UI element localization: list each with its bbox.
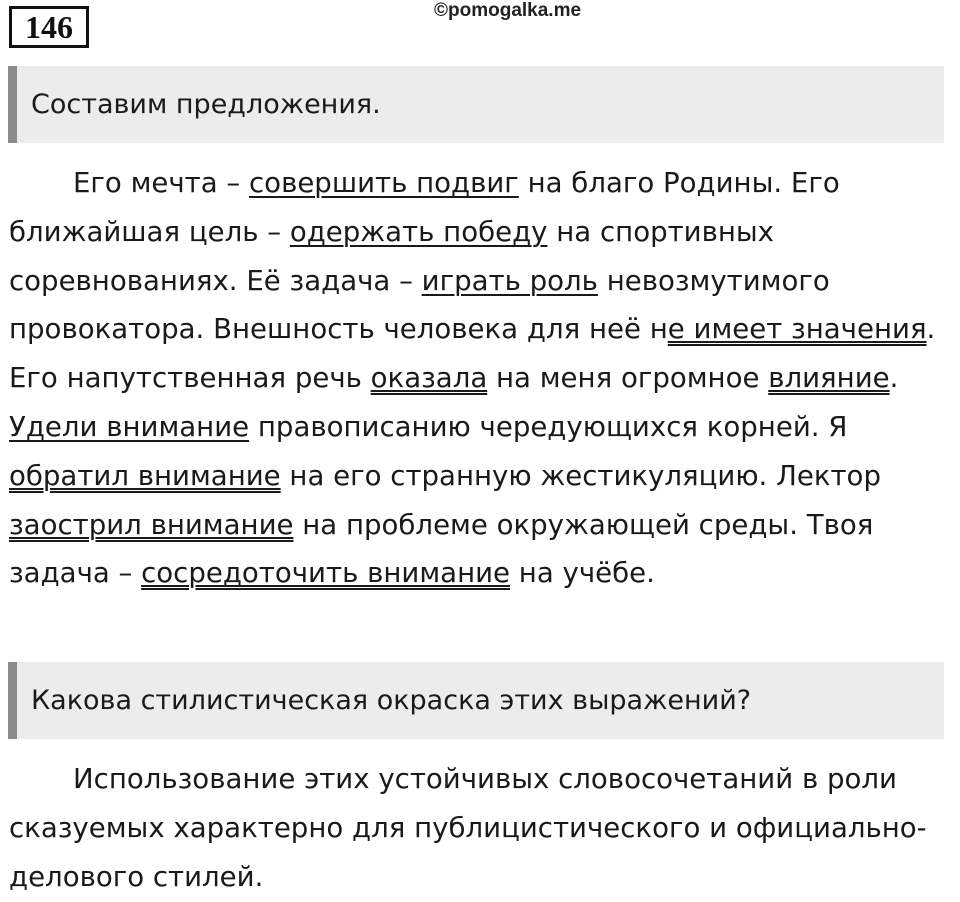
text-segment: на спортивных соревнованиях. Её задача –	[9, 214, 775, 297]
text-segment: правописанию чередующихся корней. Я	[249, 409, 848, 443]
text-segment: Его мечта –	[73, 166, 250, 199]
text-segment: на проблеме окружающей среды. Твоя задача –	[9, 507, 874, 590]
underlined-phrase: Удели внимание	[9, 409, 250, 443]
text-segment: на учёбе.	[510, 556, 655, 590]
exercise-number: 146	[9, 6, 89, 48]
answer-paragraph-1	[9, 159, 954, 598]
underlined-phrase: одержать победу	[289, 214, 548, 248]
double-underlined-phrase: обратил внимание	[9, 458, 281, 492]
watermark: ©pomogalka.me	[434, 0, 582, 21]
text-segment: . Его напутственная речь	[9, 312, 936, 395]
underlined-phrase: играть роль	[421, 263, 598, 297]
text-segment: невозмутимого провокатора. Внешность человека для неё н	[9, 263, 830, 346]
task-heading-1: Составим предложения.	[8, 66, 944, 143]
task-heading-2: Какова стилистическая окраска этих выражений?	[8, 662, 944, 739]
text-segment: на его странную жестикуляцию. Лектор	[280, 458, 881, 492]
double-underlined-phrase: влияние	[768, 361, 890, 395]
text-segment: на благо Родины. Его ближайшая цель –	[9, 166, 840, 248]
answer-paragraph-2	[9, 755, 954, 901]
double-underlined-phrase: е имеет значения	[667, 312, 927, 346]
double-underlined-phrase: оказала	[370, 361, 488, 395]
answer-text-1	[9, 166, 935, 589]
text-segment: .	[889, 361, 899, 395]
double-underlined-phrase: сосредоточить внимание	[141, 556, 511, 590]
text-segment: на меня огромное	[487, 361, 769, 395]
underlined-phrase: совершить подвиг	[249, 166, 519, 199]
double-underlined-phrase: заострил внимание	[9, 507, 294, 541]
answer-text-2: Использование этих устойчивых словосочетаний в роли сказуемых характерно для публицистического и официально-делового стилей.	[9, 762, 927, 893]
